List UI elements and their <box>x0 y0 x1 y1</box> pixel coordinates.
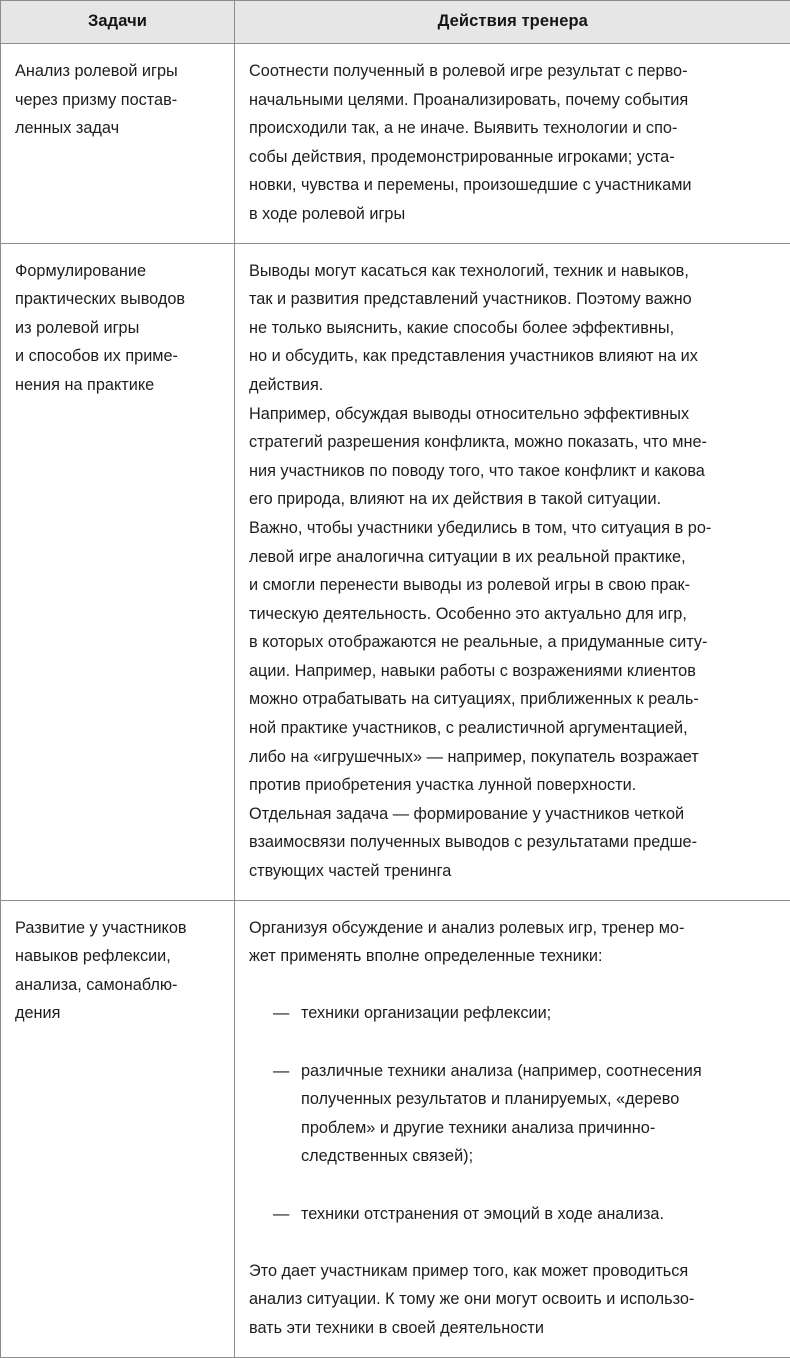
list-item-line: техники отстранения от эмоций в ходе анализа. <box>301 1200 777 1229</box>
text-line: Выводы могут касаться как технологий, техник и навыков, <box>249 257 777 286</box>
text-line: в которых отображаются не реальные, а придуманные ситу- <box>249 628 777 657</box>
task-line: нения на практике <box>15 371 224 400</box>
column-header-trainer-actions: Действия тренера <box>235 1 790 44</box>
text-line: Например, обсуждая выводы относительно эффективных <box>249 400 777 429</box>
text-line: стратегий разрешения конфликта, можно показать, что мне- <box>249 428 777 457</box>
list-item <box>249 1057 777 1171</box>
list-item-line: техники организации рефлексии; <box>301 999 777 1028</box>
table-body <box>1 44 790 1358</box>
list-item-line: проблем» и другие техники анализа причинно- <box>301 1114 777 1143</box>
task-line: навыков рефлексии, <box>15 942 224 971</box>
text-line: жет применять вполне определенные техники: <box>249 942 777 971</box>
task-line: и способов их приме- <box>15 342 224 371</box>
list-gap <box>249 1171 777 1200</box>
text-line: ной практике участников, с реалистичной аргументацией, <box>249 714 777 743</box>
list-spacer <box>249 971 777 1000</box>
em-dash-bullet-icon: — <box>273 1057 289 1086</box>
task-cell <box>1 900 235 1357</box>
text-line: левой игре аналогична ситуации в их реальной практике, <box>249 543 777 572</box>
list-item <box>249 999 777 1028</box>
task-line: через призму постав- <box>15 86 224 115</box>
text-line: ния участников по поводу того, что такое конфликт и какова <box>249 457 777 486</box>
column-header-tasks: Задачи <box>1 1 235 44</box>
text-line: так и развития представлений участников. Поэтому важно <box>249 285 777 314</box>
text-line: либо на «игрушечных» — например, покупатель возражает <box>249 743 777 772</box>
task-line: Формулирование <box>15 257 224 286</box>
paragraph <box>249 57 777 229</box>
text-line: Это дает участникам пример того, как может проводиться <box>249 1257 777 1286</box>
list-gap <box>249 1028 777 1057</box>
text-line: начальными целями. Проанализировать, почему события <box>249 86 777 115</box>
text-line: взаимосвязи полученных выводов с результатами предше- <box>249 828 777 857</box>
text-line: Отдельная задача — формирование у участников четкой <box>249 800 777 829</box>
text-line: действия. <box>249 371 777 400</box>
text-line: происходили так, а не иначе. Выявить технологии и спо- <box>249 114 777 143</box>
list-item-line: следственных связей); <box>301 1142 777 1171</box>
task-line: дения <box>15 999 224 1028</box>
trainer-action-cell <box>235 44 790 244</box>
list-spacer <box>249 1228 777 1257</box>
text-line: Организуя обсуждение и анализ ролевых игр, тренер мо- <box>249 914 777 943</box>
table-row <box>1 44 790 244</box>
list-item-line: различные техники анализа (например, соотнесения <box>301 1057 777 1086</box>
task-line: практических выводов <box>15 285 224 314</box>
task-cell <box>1 243 235 900</box>
text-line: его природа, влияют на их действия в такой ситуации. <box>249 485 777 514</box>
table-row <box>1 900 790 1357</box>
text-line: ствующих частей тренинга <box>249 857 777 886</box>
text-line: собы действия, продемонстрированные игроками; уста- <box>249 143 777 172</box>
table-header-row <box>1 1 790 44</box>
em-dash-bullet-icon: — <box>273 999 289 1028</box>
task-line: анализа, самонаблю- <box>15 971 224 1000</box>
text-line: Важно, чтобы участники убедились в том, что ситуация в ро- <box>249 514 777 543</box>
text-line: но и обсудить, как представления участников влияют на их <box>249 342 777 371</box>
task-line: ленных задач <box>15 114 224 143</box>
trainer-action-cell <box>235 900 790 1357</box>
text-line: ации. Например, навыки работы с возражениями клиентов <box>249 657 777 686</box>
paragraph <box>249 1257 777 1343</box>
text-line: не только выяснить, какие способы более эффективны, <box>249 314 777 343</box>
list-item-line: полученных результатов и планируемых, «дерево <box>301 1085 777 1114</box>
text-line: Соотнести полученный в ролевой игре результат с перво- <box>249 57 777 86</box>
paragraph <box>249 257 777 400</box>
task-line: Развитие у участников <box>15 914 224 943</box>
text-line: новки, чувства и перемены, произошедшие с участниками <box>249 171 777 200</box>
trainer-action-cell <box>235 243 790 900</box>
text-line: анализ ситуации. К тому же они могут освоить и использо- <box>249 1285 777 1314</box>
task-cell <box>1 44 235 244</box>
text-line: против приобретения участка лунной поверхности. <box>249 771 777 800</box>
text-line: и смогли перенести выводы из ролевой игры в свою прак- <box>249 571 777 600</box>
paragraph <box>249 400 777 886</box>
text-line: в ходе ролевой игры <box>249 200 777 229</box>
paragraph <box>249 914 777 971</box>
table-row <box>1 243 790 900</box>
task-line: из ролевой игры <box>15 314 224 343</box>
task-line: Анализ ролевой игры <box>15 57 224 86</box>
em-dash-bullet-icon: — <box>273 1200 289 1229</box>
text-line: вать эти техники в своей деятельности <box>249 1314 777 1343</box>
text-line: можно отрабатывать на ситуациях, приближенных к реаль- <box>249 685 777 714</box>
table-header <box>1 1 790 44</box>
technique-list <box>249 999 777 1228</box>
text-line: тическую деятельность. Особенно это актуально для игр, <box>249 600 777 629</box>
